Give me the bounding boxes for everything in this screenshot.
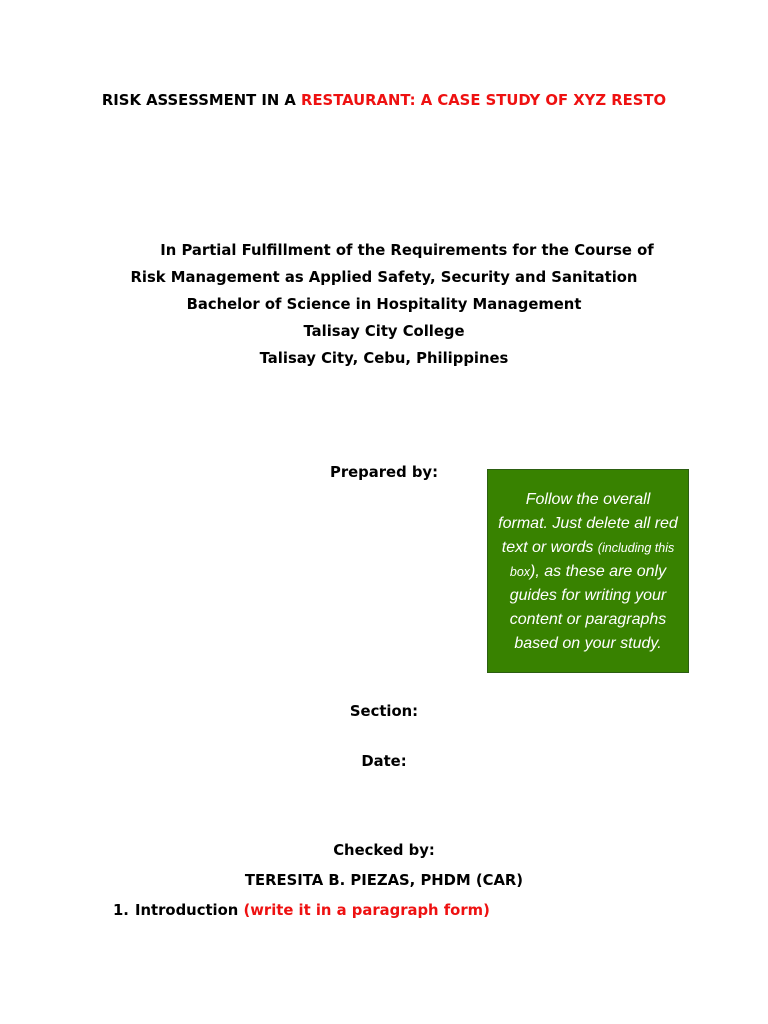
note-line [488,488,688,512]
section-heading: Introduction [135,902,239,919]
date-label: Date: [361,753,407,770]
document-title [0,91,768,111]
note-text: content or paragraphs [509,611,667,628]
note-line [488,608,688,632]
title-red-part: RESTAURANT: A CASE STUDY OF XYZ RESTO [301,92,667,109]
note-text: format. Just delete all red [498,515,678,532]
note-line [488,632,688,656]
note-small-text: (including this [597,541,675,555]
checked-by-name: TERESITA B. PIEZAS, PHDM (CAR) [244,872,524,889]
note-line [488,560,688,584]
fulfillment-line-1: In Partial Fulfillment of the Requirements for the Course of [160,242,654,259]
note-text: ), as these are only [530,563,667,580]
section-instruction: (write it in a paragraph form) [243,902,490,919]
checked-by-label: Checked by: [333,842,435,859]
note-line [488,512,688,536]
note-text: based on your study. [514,635,662,652]
section-number: 1. [113,902,129,919]
guide-note-box [487,469,689,673]
fulfillment-line-5: Talisay City, Cebu, Philippines [259,350,509,367]
note-text: guides for writing your [509,587,667,604]
note-text: text or words [501,539,594,556]
fulfillment-line-2: Risk Management as Applied Safety, Security and Sanitation [130,269,638,286]
section-label: Section: [349,703,419,720]
note-small-text: box [509,565,531,579]
note-text: Follow the overall [525,491,651,508]
section-heading-line [135,901,490,921]
note-line [488,584,688,608]
fulfillment-line-4: Talisay City College [303,323,465,340]
note-line [488,536,688,560]
fulfillment-line-3: Bachelor of Science in Hospitality Management [186,296,582,313]
prepared-by-label: Prepared by: [330,464,438,481]
title-black-part: RISK ASSESSMENT IN A [101,92,296,109]
